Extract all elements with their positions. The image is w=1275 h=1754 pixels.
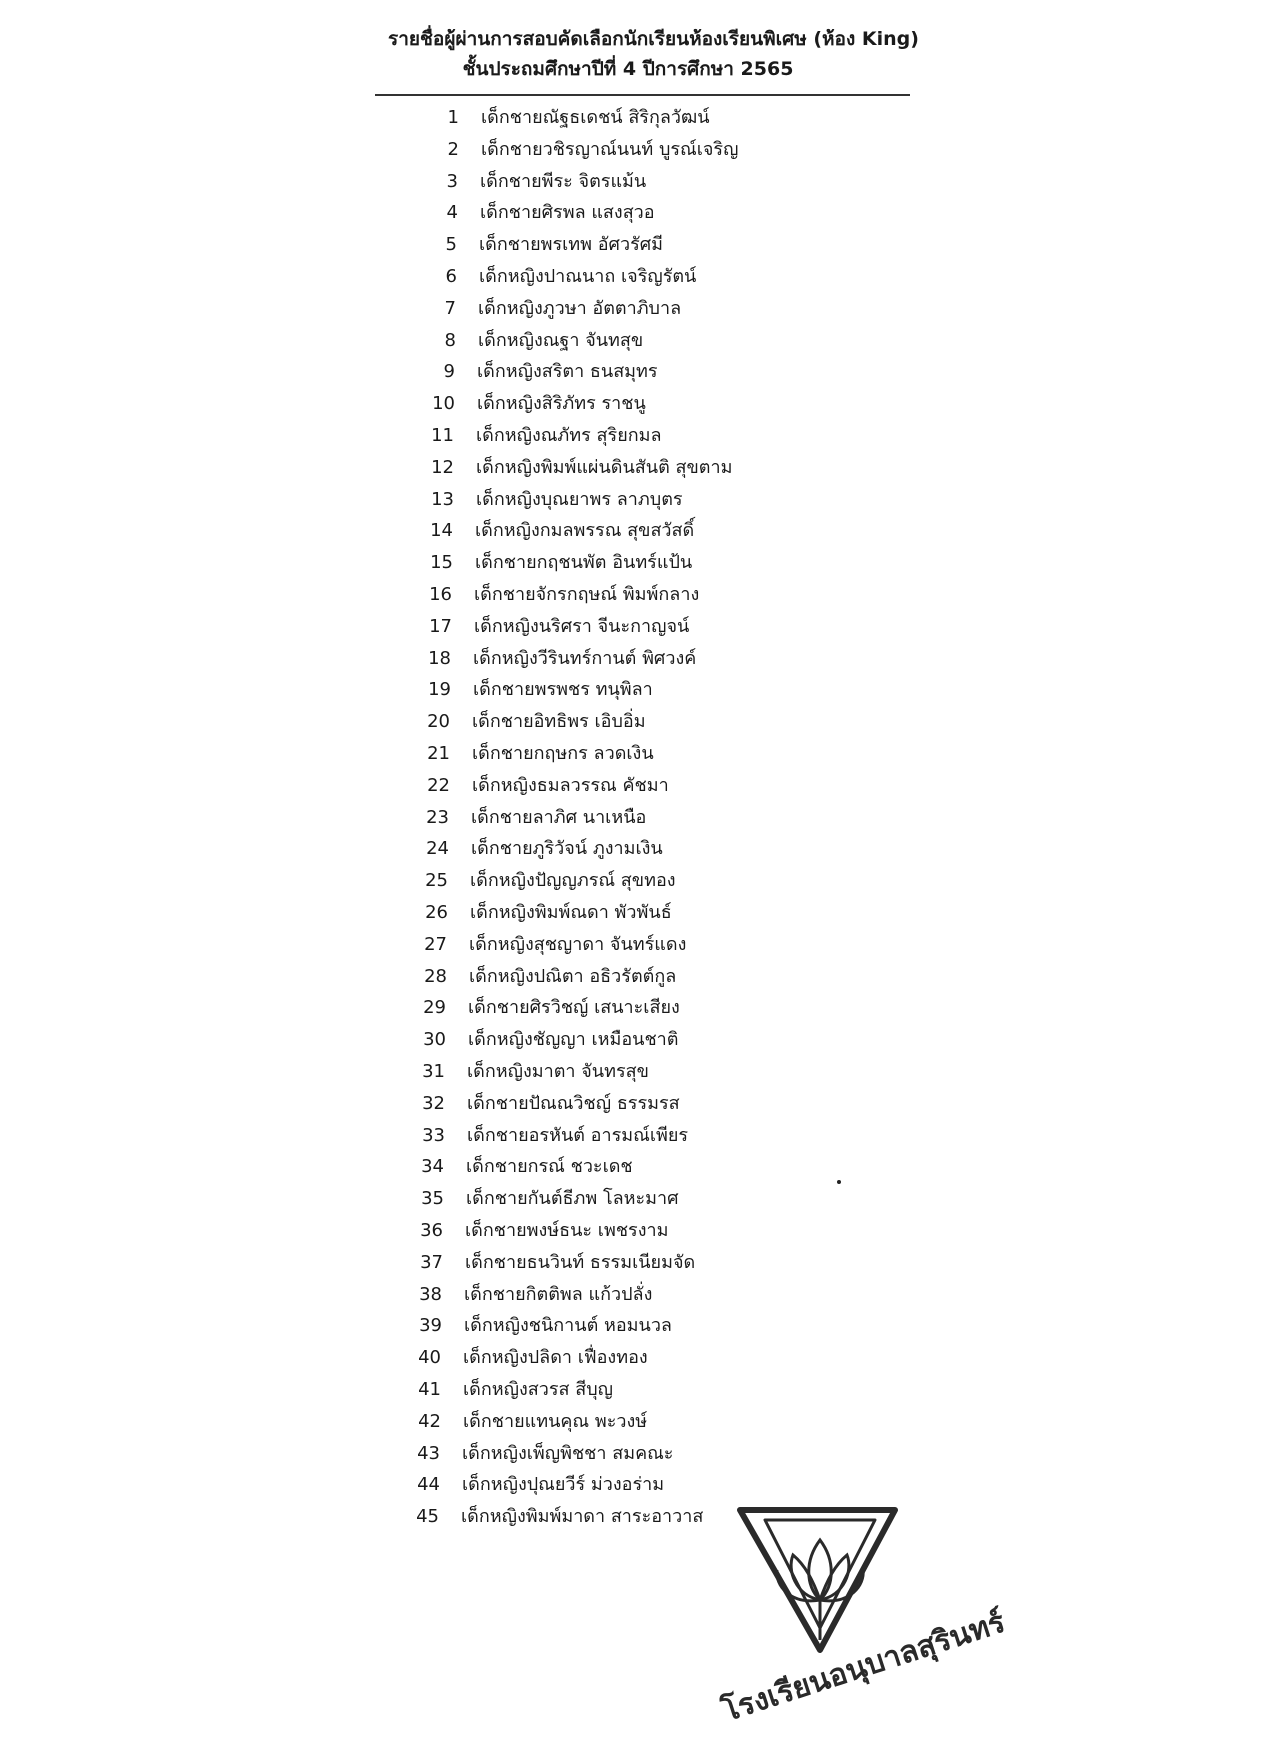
student-number: 24 (426, 838, 449, 859)
student-number: 29 (423, 997, 446, 1018)
student-number: 8 (444, 330, 456, 351)
student-number: 5 (445, 234, 457, 255)
student-name: เด็กหญิงพิมพ์แผ่นดินสันติ สุขตาม (476, 457, 733, 478)
student-name: เด็กหญิงณฐา จันทสุข (478, 330, 644, 351)
student-number: 35 (421, 1188, 444, 1209)
student-number: 18 (428, 648, 451, 669)
student-row (393, 1407, 893, 1437)
student-number: 13 (431, 489, 454, 510)
student-number: 12 (431, 457, 454, 478)
student-name: เด็กหญิงสุชญาดา จันทร์แดง (469, 934, 687, 955)
student-name: เด็กชายกันต์ธีภพ โลหะมาศ (466, 1188, 679, 1209)
student-number: 43 (417, 1443, 440, 1464)
student-row (411, 135, 911, 165)
student-number: 39 (419, 1315, 442, 1336)
student-number: 14 (430, 520, 453, 541)
title-underline (375, 94, 910, 96)
student-name: เด็กชายกฤษกร ลวดเงิน (472, 743, 654, 764)
student-name: เด็กชายกฤชนพัต อินทร์แป้น (475, 552, 693, 573)
student-number: 40 (418, 1347, 441, 1368)
student-name: เด็กชายพรเทพ อัศวรัศมี (479, 234, 664, 255)
student-number: 20 (427, 711, 450, 732)
student-name: เด็กหญิงณภัทร สุริยกมล (476, 425, 662, 446)
student-number: 26 (425, 902, 448, 923)
student-row (409, 230, 909, 260)
student-row (395, 1248, 895, 1278)
student-number: 37 (420, 1252, 443, 1273)
student-name: เด็กหญิงมาตา จันทรสุข (467, 1061, 649, 1082)
student-number: 7 (444, 298, 456, 319)
student-row (399, 962, 899, 992)
student-name: เด็กหญิงนริศรา จีนะกาญจน์ (474, 616, 690, 637)
student-number: 16 (429, 584, 452, 605)
student-name: เด็กหญิงกมลพรรณ สุขสวัสดิ์ (475, 520, 695, 541)
student-number: 44 (417, 1474, 440, 1495)
student-row (403, 675, 903, 705)
student-name: เด็กชายศิรพล แสงสุวอ (480, 202, 655, 223)
student-number: 42 (418, 1411, 441, 1432)
student-row (408, 326, 908, 356)
student-number: 17 (429, 616, 452, 637)
student-name: เด็กชายพีระ จิตรแม้น (480, 171, 647, 192)
student-name: เด็กชายพรพชร ทนุพิลา (473, 679, 653, 700)
student-name: เด็กชายจักรกฤษณ์ พิมพ์กลาง (474, 584, 700, 605)
student-number: 33 (422, 1125, 445, 1146)
student-number: 28 (424, 966, 447, 987)
student-number: 21 (427, 743, 450, 764)
student-name: เด็กชายธนวินท์ ธรรมเนียมจัด (465, 1252, 696, 1273)
student-number: 31 (422, 1061, 445, 1082)
student-number: 3 (446, 171, 458, 192)
student-row (394, 1311, 894, 1341)
student-row (402, 739, 902, 769)
student-name: เด็กหญิงพิมพ์ณดา พัวพันธ์ (470, 902, 672, 923)
student-number: 45 (416, 1506, 439, 1527)
seal-text: โรงเรียนอนุบาลสุรินทร์ (717, 1604, 1010, 1730)
student-name: เด็กหญิงเพ็ญพิชชา สมคณะ (462, 1443, 674, 1464)
document-subtitle: ชั้นประถมศึกษาปีที่ 4 ปีการศึกษา 2565 (462, 58, 794, 80)
student-name: เด็กหญิงบุณยาพร ลาภบุตร (476, 489, 683, 510)
student-row (405, 516, 905, 546)
student-number: 32 (422, 1093, 445, 1114)
student-row (402, 771, 902, 801)
student-name: เด็กชายกิตติพล แก้วปลั่ง (464, 1284, 653, 1305)
student-name: เด็กหญิงวีรินทร์กานต์ พิศวงค์ (473, 648, 697, 669)
student-row (397, 1121, 897, 1151)
student-name: เด็กชายศิรวิชญ์ เสนาะเสียง (468, 997, 680, 1018)
student-row (395, 1216, 895, 1246)
student-row (396, 1184, 896, 1214)
student-row (408, 294, 908, 324)
student-name: เด็กชายอิทธิพร เอิบอิ่ม (472, 711, 646, 732)
student-name: เด็กหญิงชนิกานต์ หอมนวล (464, 1315, 672, 1336)
student-name: เด็กชายแทนคุณ พะวงษ์ (463, 1411, 648, 1432)
student-number: 6 (445, 266, 457, 287)
student-row (411, 103, 911, 133)
student-number: 15 (430, 552, 453, 573)
student-row (397, 1089, 897, 1119)
student-number: 1 (447, 107, 459, 128)
student-number: 38 (419, 1284, 442, 1305)
student-row (402, 707, 902, 737)
student-number: 19 (428, 679, 451, 700)
student-name: เด็กหญิงปาณนาถ เจริญรัตน์ (479, 266, 697, 287)
student-row (401, 834, 901, 864)
student-row (396, 1152, 896, 1182)
student-row (410, 167, 910, 197)
student-row (406, 485, 906, 515)
student-row (399, 930, 899, 960)
student-name: เด็กหญิงปณิตา อธิวรัตต์กูล (469, 966, 677, 987)
student-name: เด็กหญิงธมลวรรณ คัชมา (472, 775, 669, 796)
student-row (393, 1343, 893, 1373)
student-row (404, 580, 904, 610)
student-name: เด็กหญิงชัญญา เหมือนชาติ (468, 1029, 679, 1050)
student-number: 2 (447, 139, 459, 160)
student-row (401, 803, 901, 833)
student-row (400, 898, 900, 928)
student-name: เด็กหญิงสวรส สีบุญ (463, 1379, 613, 1400)
student-row (398, 1025, 898, 1055)
student-row (410, 198, 910, 228)
student-number: 30 (423, 1029, 446, 1050)
student-name: เด็กชายภูริวัจน์ ภูงามเงิน (471, 838, 663, 859)
student-number: 34 (421, 1156, 444, 1177)
student-row (392, 1470, 892, 1500)
student-number: 41 (418, 1379, 441, 1400)
seal-triangle-icon (740, 1510, 895, 1650)
document-title: รายชื่อผู้ผ่านการสอบคัดเลือกนักเรียนห้องเรียนพิเศษ (ห้อง King) (388, 28, 919, 50)
student-row (404, 612, 904, 642)
student-number: 11 (431, 425, 454, 446)
student-name: เด็กหญิงปัญญภรณ์ สุขทอง (470, 870, 676, 891)
student-name: เด็กชายพงษ์ธนะ เพชรงาม (465, 1220, 669, 1241)
student-name: เด็กหญิงสริตา ธนสมุทร (477, 361, 658, 382)
student-name: เด็กหญิงปลิดา เฟื่องทอง (463, 1347, 648, 1368)
student-number: 10 (432, 393, 455, 414)
student-name: เด็กหญิงสิริภัทร ราชนู (477, 393, 646, 414)
student-name: เด็กหญิงภูวษา อัตตาภิบาล (478, 298, 682, 319)
student-name: เด็กชายลาภิศ นาเหนือ (471, 807, 647, 828)
student-number: 36 (420, 1220, 443, 1241)
school-seal-stamp (695, 1500, 1010, 1730)
student-row (407, 357, 907, 387)
student-name: เด็กชายอรหันต์ อารมณ์เพียร (467, 1125, 689, 1146)
student-row (405, 548, 905, 578)
student-row (403, 644, 903, 674)
student-row (392, 1439, 892, 1469)
student-name: เด็กชายณัฐธเดชน์ สิริกุลวัฒน์ (481, 107, 710, 128)
student-number: 4 (446, 202, 458, 223)
student-row (393, 1375, 893, 1405)
student-number: 9 (443, 361, 455, 382)
student-row (394, 1280, 894, 1310)
student-row (406, 453, 906, 483)
student-row (400, 866, 900, 896)
student-number: 23 (426, 807, 449, 828)
student-number: 27 (424, 934, 447, 955)
scan-speck (837, 1180, 841, 1184)
student-row (407, 389, 907, 419)
student-row (406, 421, 906, 451)
student-row (409, 262, 909, 292)
student-row (397, 1057, 897, 1087)
student-name: เด็กชายกรณ์ ชวะเดช (466, 1156, 633, 1177)
student-number: 25 (425, 870, 448, 891)
student-name: เด็กชายวชิรญาณ์นนท์ บูรณ์เจริญ (481, 139, 739, 160)
student-name: เด็กหญิงปุณยวีร์ ม่วงอร่าม (462, 1474, 665, 1495)
student-name: เด็กชายปัณณวิชญ์ ธรรมรส (467, 1093, 680, 1114)
student-number: 22 (427, 775, 450, 796)
student-name: เด็กหญิงพิมพ์มาดา สาระอาวาส (461, 1506, 704, 1527)
student-row (398, 993, 898, 1023)
